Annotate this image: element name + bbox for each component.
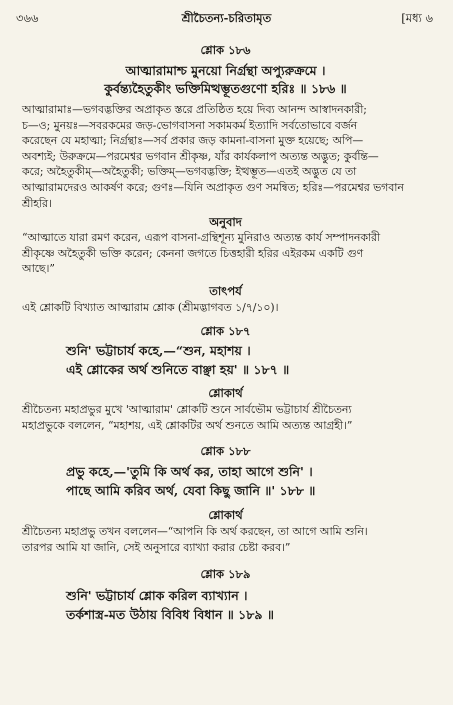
verse-186-synonyms: [22, 102, 429, 211]
verse-188-line-1: প্রভু কহে,—'তুমি কি অর্থ কর, তাহা আগে শুনি' ।: [66, 464, 313, 479]
verse-186-purport: এই শ্লোকটি বিখ্যাত আত্মারাম শ্লোক (শ্রীমদ্ভাগবত ১/৭/১০)।: [22, 301, 279, 314]
verse-189-line-2: তর্কশাস্ত্র-মত উঠায় বিবিধ বিধান ॥ ১৮৯ ॥: [66, 607, 274, 622]
verse-189-line-1: শুনি' ভট্টাচার্য শ্লোক করিল ব্যাখ্যান ।: [66, 588, 248, 603]
translation-line: তারপর আমি যা জানি, সেই অনুসারে ব্যাখ্যা করার চেষ্টা করব।”: [22, 540, 291, 554]
synonym-line: শ্রীহরি।: [22, 196, 52, 210]
translation-line: আছে।”: [22, 262, 55, 276]
translation-line: শ্রীকৃষ্ণে অহৈতুকী ভক্তি করেন; কেননা জগতে চিত্তহারী হরির এইরকম একটি গুণ: [22, 246, 364, 260]
verse-186-translation: [22, 230, 429, 277]
verse-187-line-2: এই শ্লোকের অর্থ শুনিতে বাঞ্ছা হয়' ॥ ১৮৭ ॥: [66, 362, 290, 377]
verse-186-label: শ্লোক ১৮৬: [200, 43, 251, 57]
book-title: শ্রীচৈতন্য-চরিতামৃত: [181, 11, 272, 25]
page-header: [10, 8, 443, 28]
translation-line: শ্রীচৈতন্য মহাপ্রভুর মুখে 'আত্মারাম' শ্লোকটি শুনে সার্বভৌম ভট্টাচার্য শ্রীচৈতন্য: [22, 403, 352, 416]
verse-186-translation-label: অনুবাদ: [209, 215, 242, 229]
verse-188-label: শ্লোক ১৮৮: [200, 444, 251, 458]
page-number: ৩৬৬: [16, 11, 39, 25]
verse-186-line-1: আত্মারামাশ্চ মুনয়ো নির্গ্রন্থা অপ্যুরুক্রমে ।: [125, 63, 326, 78]
verse-187-translation-label: শ্লোকার্থ: [208, 386, 243, 400]
verse-188-translation: [22, 524, 429, 555]
translation-line: মহাপ্রভুকে বললেন, “মহাশয়, এই শ্লোকটির অর্থ শুনতে আমি অত্যন্ত আগ্রহী।”: [22, 418, 353, 432]
chapter-reference: [মধ্য ৬: [401, 11, 433, 25]
verse-187-translation: [22, 402, 429, 433]
synonym-line: আত্মারামাঃ—ভগবদ্ভক্তির অপ্রাকৃত স্তরে প্রতিষ্ঠিত হয়ে দিব্য আনন্দ আস্বাদনকারী;: [22, 103, 367, 116]
verse-188-line-2: পাছে আমি করিব অর্থ, যেবা কিছু জানি ॥' ১৮৮ ॥: [66, 483, 316, 498]
verse-186-line-2: কুর্বন্ত্যহৈতুকীং ভক্তিমিত্থম্ভূতগুণো হরিঃ ॥ ১৮৬ ॥: [104, 81, 347, 96]
verse-187-label: শ্লোক ১৮৭: [200, 324, 251, 338]
verse-188-translation-label: শ্লোকার্থ: [208, 508, 243, 522]
verse-186-purport-label: তাৎপর্য: [209, 284, 242, 298]
synonym-line: চ—ও; মুনয়ঃ—সবরকমের জড়-ভোগবাসনা সকামকর্ম ইত্যাদি সর্বতোভাবে বর্জন: [22, 118, 358, 132]
synonym-line: অবশ্যই; উরুক্রমে—পরমেশ্বর ভগবান শ্রীকৃষ্ণ, যাঁর কার্যকলাপ অত্যন্ত অদ্ভুত; কুর্বন্তি—: [22, 149, 379, 163]
synonym-line: করেছেন যে মহাত্মা; নির্গ্রন্থাঃ—সর্ব প্রকার জড় কামনা-বাসনা মুক্ত হয়েছে; অপি—: [22, 134, 364, 148]
verse-187-line-1: শুনি' ভট্টাচার্য কহে,—“শুন, মহাশয় ।: [66, 343, 251, 358]
verse-189-label: শ্লোক ১৮৯: [200, 567, 251, 581]
synonym-line: করে; অহৈতুকীম্—অহৈতুকী; ভক্তিম্—ভগবদ্ভক্তি; ইত্থম্ভূত—এতই অদ্ভুত যে তা: [22, 165, 357, 179]
synonym-line: আত্মারামদেরও আকর্ষণ করে; গুণঃ—যিনি অপ্রাকৃত গুণ সমন্বিত; হরিঃ—পরমেশ্বর ভগবান: [22, 180, 404, 194]
translation-line: শ্রীচৈতন্য মহাপ্রভু তখন বললেন—“আপনি কি অর্থ করছেন, তা আগে আমি শুনি।: [22, 525, 368, 538]
translation-line: “আত্মাতে যারা রমণ করেন, এরূপ বাসনা-গ্রন্থিশূন্য মুনিরাও অত্যন্ত কার্য সম্পাদনকারী: [22, 231, 381, 244]
